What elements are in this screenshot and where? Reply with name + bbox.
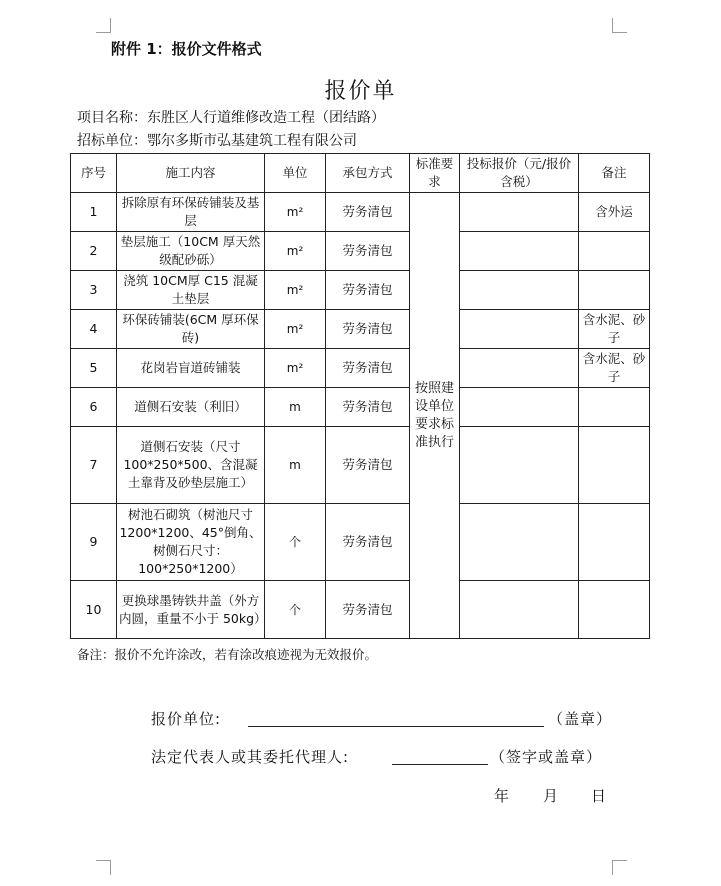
cell-price[interactable] bbox=[460, 232, 579, 271]
project-name: 项目名称：东胜区人行道维修改造工程（团结路） bbox=[77, 110, 385, 126]
cell-unit: m bbox=[265, 427, 326, 504]
quote-unit-line[interactable] bbox=[248, 726, 544, 727]
table-row bbox=[71, 388, 650, 427]
cell-remark bbox=[579, 581, 650, 639]
cell-unit: m² bbox=[265, 271, 326, 310]
cell-seq: 5 bbox=[71, 349, 117, 388]
cell-price[interactable] bbox=[460, 388, 579, 427]
cell-content: 树池石砌筑（树池尺寸 1200*1200、45°倒角、树侧石尺寸：100*250*1200） bbox=[117, 504, 265, 581]
attachment-title: 附件 1：报价文件格式 bbox=[111, 40, 262, 58]
document-title: 报价单 bbox=[324, 79, 397, 104]
quote-unit-label: 报价单位: bbox=[151, 710, 222, 728]
cell-seq: 2 bbox=[71, 232, 117, 271]
cell-content: 浇筑 10CM厚 C15 混凝土垫层 bbox=[117, 271, 265, 310]
cell-contract: 劳务清包 bbox=[326, 504, 410, 581]
cell-price[interactable] bbox=[460, 310, 579, 349]
representative-label: 法定代表人或其委托代理人: bbox=[151, 748, 350, 766]
cell-unit: m² bbox=[265, 193, 326, 232]
table-row bbox=[71, 349, 650, 388]
cell-contract: 劳务清包 bbox=[326, 193, 410, 232]
cell-unit: m bbox=[265, 388, 326, 427]
cell-contract: 劳务清包 bbox=[326, 349, 410, 388]
table-row bbox=[71, 232, 650, 271]
cell-remark bbox=[579, 271, 650, 310]
cell-content: 垫层施工（10CM 厚天然级配砂砾） bbox=[117, 232, 265, 271]
cell-remark bbox=[579, 388, 650, 427]
quotation-table bbox=[70, 153, 650, 639]
cell-content: 道侧石安装（尺寸100*250*500、含混凝土靠背及砂垫层施工） bbox=[117, 427, 265, 504]
cell-seq: 7 bbox=[71, 427, 117, 504]
header-contract: 承包方式 bbox=[326, 154, 410, 193]
cell-content: 环保砖铺装(6CM 厚环保砖) bbox=[117, 310, 265, 349]
table-note: 备注：报价不允许涂改，若有涂改痕迹视为无效报价。 bbox=[77, 647, 378, 662]
cell-price[interactable] bbox=[460, 427, 579, 504]
header-content: 施工内容 bbox=[117, 154, 265, 193]
table-row bbox=[71, 271, 650, 310]
margin-corner-top-right bbox=[612, 18, 627, 33]
cell-price[interactable] bbox=[460, 504, 579, 581]
cell-unit: 个 bbox=[265, 504, 326, 581]
cell-remark bbox=[579, 427, 650, 504]
cell-unit: m² bbox=[265, 349, 326, 388]
header-seq: 序号 bbox=[71, 154, 117, 193]
margin-corner-bottom-right bbox=[612, 860, 627, 875]
cell-seq: 1 bbox=[71, 193, 117, 232]
representative-line[interactable] bbox=[392, 764, 488, 765]
cell-seq: 3 bbox=[71, 271, 117, 310]
table-row bbox=[71, 581, 650, 639]
header-remark: 备注 bbox=[579, 154, 650, 193]
cell-seq: 6 bbox=[71, 388, 117, 427]
date-year: 年 bbox=[494, 787, 510, 805]
cell-remark: 含水泥、砂子 bbox=[579, 349, 650, 388]
margin-corner-bottom-left bbox=[96, 860, 111, 875]
table-header-row bbox=[71, 154, 650, 193]
cell-content: 拆除原有环保砖铺装及基层 bbox=[117, 193, 265, 232]
cell-unit: m² bbox=[265, 310, 326, 349]
quote-unit-seal: （盖章） bbox=[548, 710, 613, 728]
cell-contract: 劳务清包 bbox=[326, 271, 410, 310]
cell-price[interactable] bbox=[460, 581, 579, 639]
bidding-unit: 招标单位：鄂尔多斯市弘基建筑工程有限公司 bbox=[77, 133, 357, 149]
cell-price[interactable] bbox=[460, 271, 579, 310]
cell-contract: 劳务清包 bbox=[326, 388, 410, 427]
cell-contract: 劳务清包 bbox=[326, 310, 410, 349]
cell-remark: 含水泥、砂子 bbox=[579, 310, 650, 349]
table-row bbox=[71, 193, 650, 232]
header-unit: 单位 bbox=[265, 154, 326, 193]
cell-seq: 10 bbox=[71, 581, 117, 639]
cell-unit: 个 bbox=[265, 581, 326, 639]
cell-seq: 4 bbox=[71, 310, 117, 349]
table-row bbox=[71, 310, 650, 349]
cell-contract: 劳务清包 bbox=[326, 581, 410, 639]
cell-seq: 9 bbox=[71, 504, 117, 581]
margin-corner-top-left bbox=[96, 18, 111, 33]
cell-remark: 含外运 bbox=[579, 193, 650, 232]
cell-remark bbox=[579, 504, 650, 581]
cell-price[interactable] bbox=[460, 349, 579, 388]
cell-contract: 劳务清包 bbox=[326, 232, 410, 271]
cell-content: 花岗岩盲道砖铺装 bbox=[117, 349, 265, 388]
table-row bbox=[71, 427, 650, 504]
cell-remark bbox=[579, 232, 650, 271]
cell-price[interactable] bbox=[460, 193, 579, 232]
cell-contract: 劳务清包 bbox=[326, 427, 410, 504]
date-month: 月 bbox=[543, 787, 559, 805]
table-row bbox=[71, 504, 650, 581]
cell-content: 道侧石安装（利旧） bbox=[117, 388, 265, 427]
header-price: 投标报价（元/报价含税） bbox=[460, 154, 579, 193]
representative-seal: （签字或盖章） bbox=[490, 748, 603, 766]
cell-content: 更换球墨铸铁井盖（外方内圆，重量不小于 50kg） bbox=[117, 581, 265, 639]
cell-standard: 按照建设单位要求标准执行 bbox=[410, 193, 460, 639]
date-day: 日 bbox=[591, 787, 607, 805]
header-standard: 标准要求 bbox=[410, 154, 460, 193]
cell-unit: m² bbox=[265, 232, 326, 271]
